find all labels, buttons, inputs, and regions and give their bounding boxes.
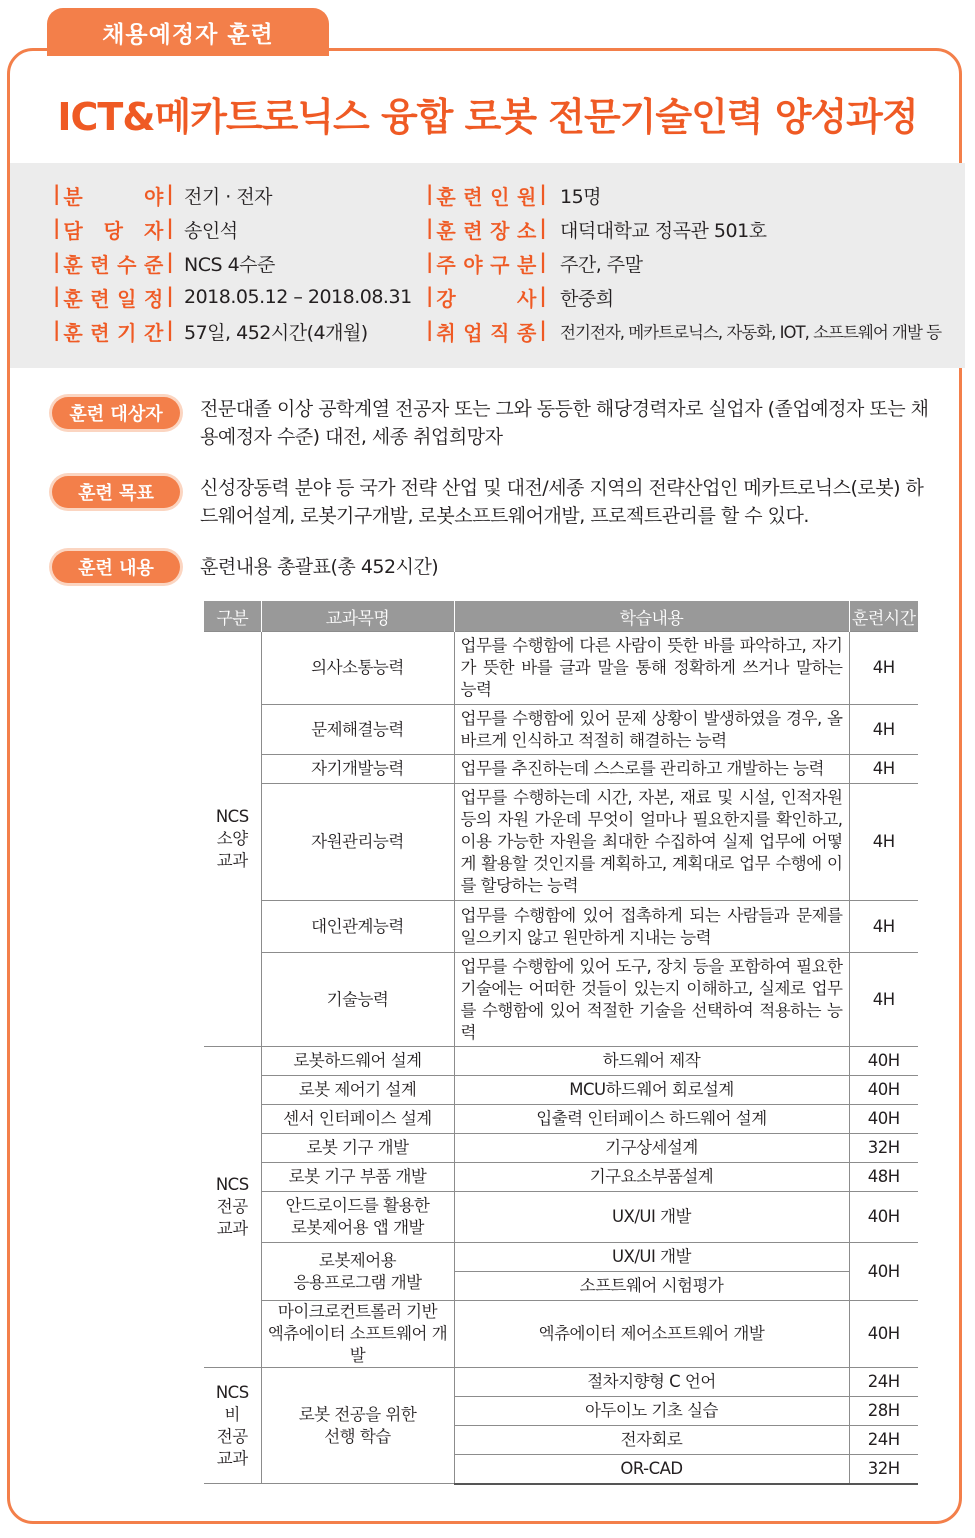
info-row-duration [50,316,177,346]
content-cell: 업무를 수행함에 있어 문제 상황이 발생하였을 경우, 올바르게 인식하고 적절히 해결하는 능력 [454,705,849,755]
content-cell: 입출력 인터페이스 하드웨어 설계 [454,1105,849,1134]
content-cell: 엑츄에이터 제어소프트웨어 개발 [454,1301,849,1368]
info-label: | 훈 련 장 소 | [426,214,547,243]
header-content: 학습내용 [454,601,849,632]
hours-cell: 4H [849,705,918,755]
subject-cell: 의사소통능력 [261,632,454,705]
content-cell: 아두이노 기초 실습 [454,1397,849,1426]
info-value-field: 전기 · 전자 [184,185,273,208]
table-row [204,1163,918,1192]
table-row [204,1243,918,1272]
content-cell: OR-CAD [454,1455,849,1484]
info-label-text: 훈 련 일 정 [63,286,164,311]
hours-cell: 32H [849,1134,918,1163]
content-cell: 업무를 수행함에 있어 접촉하게 되는 사람들과 문제를 일으키지 않고 원만하게 지내는 능력 [454,901,849,953]
info-label: | 훈 련 일 정 | [53,282,174,311]
info-value-manager: 송인석 [184,219,238,242]
hours-cell: 40H [849,1301,918,1368]
hours-cell: 4H [849,901,918,953]
header-hours: 훈련시간 [849,601,918,632]
hours-cell: 40H [849,1105,918,1134]
header-subject: 교과목명 [261,601,454,632]
info-label: | 취 업 직 종 | [426,316,547,345]
info-label-text: 강 사 [436,286,537,311]
content-cell: UX/UI 개발 [454,1243,849,1272]
info-label-text: 담 당 자 [63,218,164,243]
table-row [204,784,918,901]
subject-cell: 센서 인터페이스 설계 [261,1105,454,1134]
group-cell: NCS 전공 교과 [204,1047,261,1368]
table-row [204,953,918,1047]
page-title: ICT&메카트로닉스 융합 로봇 전문기술인력 양성과정 [57,95,918,139]
info-value-location: 대덕대학교 정곡관 501호 [560,219,767,242]
section-pill-goal: 훈련 목표 [52,476,180,508]
category-tab-label: 채용예정자 훈련 [102,21,274,48]
info-label-text: 훈 련 기 간 [63,320,164,345]
hours-cell: 28H [849,1397,918,1426]
hours-cell: 24H [849,1426,918,1455]
info-label-text: 주 야 구 분 [436,252,537,277]
table-row [204,1192,918,1243]
info-value-jobs: 전기전자, 메카트로닉스, 자동화, IOT, 소프트웨어 개발 등 [560,323,942,342]
content-cell: 업무를 수행함에 있어 도구, 장치 등을 포함하여 필요한 기술에는 어떠한 것들이 있는지 이해하고, 실제로 업무를 수행함에 있어 적절한 기술을 선택하여 적용하는 능력 [454,953,849,1047]
info-row-daynight [423,248,550,278]
info-label-text: 훈 련 장 소 [436,218,537,243]
info-label-text: 취 업 직 종 [436,320,537,345]
subject-cell: 로봇제어용 응용프로그램 개발 [261,1243,454,1301]
subject-cell: 자원관리능력 [261,784,454,901]
subject-cell: 문제해결능력 [261,705,454,755]
content-cell: 기구상세설계 [454,1134,849,1163]
hours-cell: 40H [849,1047,918,1076]
content-cell: MCU하드웨어 회로설계 [454,1076,849,1105]
hours-cell: 4H [849,784,918,901]
subject-cell: 기술능력 [261,953,454,1047]
hours-cell: 40H [849,1076,918,1105]
group-cell: NCS 소양 교과 [204,632,261,1047]
info-label: | 훈 련 기 간 | [53,316,174,345]
table-row [204,1105,918,1134]
info-row-manager [50,214,177,244]
subject-cell: 로봇 전공을 위한 선행 학습 [261,1368,454,1484]
info-row-instructor [423,282,550,312]
hours-cell: 48H [849,1163,918,1192]
table-row [204,1368,918,1397]
section-pill-content: 훈련 내용 [52,551,180,583]
section-text-target: 전문대졸 이상 공학계열 전공자 또는 그와 동등한 해당경력자로 실업자 (졸업예정자 또는 채용예정자 수준) 대전, 세종 취업희망자 [200,398,929,448]
info-label: | 강 사 | [426,282,547,311]
table-row [204,1301,918,1368]
info-row-field [50,180,177,210]
content-cell: 전자회로 [454,1426,849,1455]
info-value-schedule: 2018.05.12 – 2018.08.31 [184,286,412,308]
subject-cell: 로봇하드웨어 설계 [261,1047,454,1076]
subject-cell: 마이크로컨트롤러 기반 엑츄에이터 소프트웨어 개발 [261,1301,454,1368]
subject-cell: 대인관계능력 [261,901,454,953]
info-row-schedule [50,282,177,312]
hours-cell: 40H [849,1243,918,1301]
info-row-headcount [423,180,550,210]
section-pill-target: 훈련 대상자 [52,397,180,429]
info-row-level [50,248,177,278]
header-category: 구분 [204,601,261,632]
group-cell: NCS 비 전공 교과 [204,1368,261,1484]
info-label-text: 훈 련 수 준 [63,252,164,277]
subject-cell: 안드로이드를 활용한 로봇제어용 앱 개발 [261,1192,454,1243]
table-row [204,1076,918,1105]
content-cell: 업무를 수행함에 다른 사람이 뜻한 바를 파악하고, 자기가 뜻한 바를 글과 말을 통해 정확하게 쓰거나 말하는 능력 [454,632,849,705]
section-text-goal: 신성장동력 분야 등 국가 전략 산업 및 대전/세종 지역의 전략산업인 메카트로닉스(로봇) 하드웨어설계, 로봇기구개발, 로봇소프트웨어개발, 프로젝트관리를 할 수 있다. [200,477,924,527]
table-row [204,901,918,953]
hours-cell: 32H [849,1455,918,1484]
content-cell: 업무를 추진하는데 스스로를 관리하고 개발하는 능력 [454,755,849,784]
content-cell: UX/UI 개발 [454,1192,849,1243]
content-cell: 하드웨어 제작 [454,1047,849,1076]
info-value-instructor: 한중희 [560,287,614,310]
section-text-content: 훈련내용 총괄표(총 452시간) [200,556,439,578]
info-label: | 분 야 | [53,180,174,209]
info-label: | 담 당 자 | [53,214,174,243]
hours-cell: 4H [849,953,918,1047]
hours-cell: 4H [849,632,918,705]
table-header-row [204,601,918,632]
hours-cell: 40H [849,1192,918,1243]
subject-cell: 로봇 기구 개발 [261,1134,454,1163]
info-value-level: NCS 4수준 [184,253,275,276]
training-table [204,601,918,1485]
subject-cell: 로봇 기구 부품 개발 [261,1163,454,1192]
content-cell: 소프트웨어 시험평가 [454,1272,849,1301]
table-row [204,755,918,784]
info-row-location [423,214,550,244]
hours-cell: 4H [849,755,918,784]
subject-cell: 로봇 제어기 설계 [261,1076,454,1105]
subject-cell: 자기개발능력 [261,755,454,784]
hours-cell: 24H [849,1368,918,1397]
info-value-duration: 57일, 452시간(4개월) [184,321,368,344]
table-row [204,705,918,755]
info-value-headcount: 15명 [560,185,602,208]
content-cell: 절차지향형 C 언어 [454,1368,849,1397]
info-value-daynight: 주간, 주말 [560,253,643,276]
content-cell: 업무를 수행하는데 시간, 자본, 재료 및 시설, 인적자원 등의 자원 가운데 무엇이 얼마나 필요한지를 확인하고, 이용 가능한 자원을 최대한 수집하여 실제 업무에 어떻게 활용할 것인지를 계획하고, 계획대로 업무 수행에 이를 할당하는 능력 [454,784,849,901]
info-label-text: 훈 련 인 원 [436,184,537,209]
table-row [204,632,918,705]
info-label: | 주 야 구 분 | [426,248,547,277]
table-row [204,1134,918,1163]
info-label: | 훈 련 인 원 | [426,180,547,209]
info-row-jobs [423,316,550,346]
content-cell: 기구요소부품설계 [454,1163,849,1192]
info-label-text: 분 야 [63,184,164,209]
info-label: | 훈 련 수 준 | [53,248,174,277]
table-row [204,1047,918,1076]
